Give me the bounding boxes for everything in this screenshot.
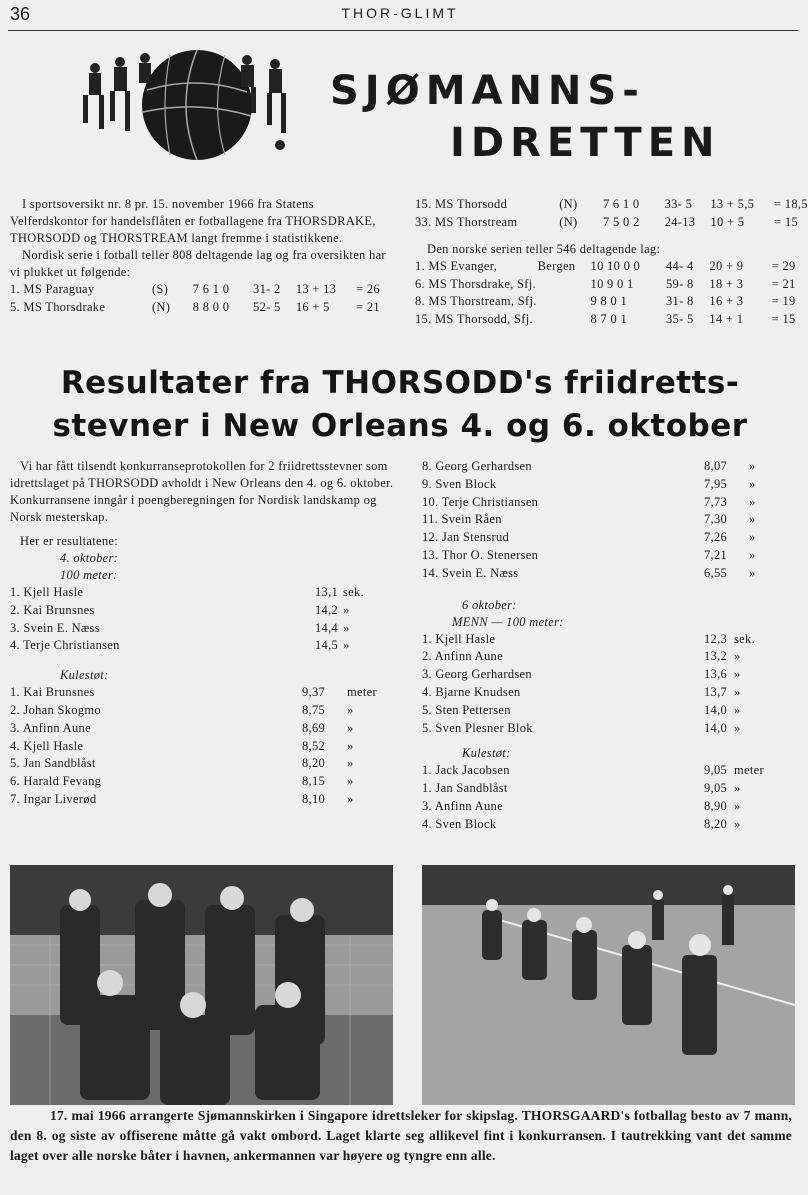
result-value: 12,3 [704,631,728,646]
goal-diff: 59- 8 [666,276,694,291]
result-value: 13,2 [704,649,728,664]
result-row [10,738,400,756]
result-unit: » [347,702,354,717]
m100-label: 100 meter: [60,568,118,582]
athlete-name: 3. Anfinn Aune [422,798,503,813]
result-row [10,602,400,620]
result-unit: meter [734,763,764,778]
shot2-label: Kulestøt: [462,746,511,761]
m100-results [10,584,400,655]
result-row [10,720,400,738]
athlete-name: 13. Thor O. Stenersen [422,547,539,562]
result-row [422,702,800,720]
running-title: THOR-GLIMT [341,5,459,21]
athlete-name: 2. Anfinn Aune [422,649,503,664]
athlete-name: 4. Kjell Hasle [10,738,84,753]
points: 16 + 3 [709,294,744,308]
results-intro: Vi har fått tilsendt konkurranseprotokollen for 2 friidrettsstevner som idrettslaget på THORSODD avholdt i New Orleans den 4. og 6. oktober. Konkurransene inngår i poengberegningen for Nordisk landskamp og Norsk mesterskap. [10,459,394,524]
result-unit: » [734,816,741,831]
athlete-name: 4. Bjarne Knudsen [422,684,521,699]
points: 18 + 3 [709,276,744,291]
total-points: = 15 [774,214,798,229]
points: 20 + 9 [709,259,744,273]
total-points: = 21 [356,299,380,314]
section-title-line1: SJØMANNS- [330,68,645,114]
league-row [10,281,395,299]
shot-results [10,684,400,809]
result-row [422,511,800,529]
result-unit: meter [347,685,377,700]
intro-column-left [10,196,395,316]
athlete-name: 1. Kai Brunsnes [10,685,95,700]
athlete-name: 3. Georg Gerhardsen [422,667,532,682]
athlete-name: 4. Sven Block [422,816,497,831]
result-unit: » [347,774,354,789]
points: 13 + 5,5 [710,197,755,211]
team-place [538,276,591,294]
result-unit: » [734,684,741,699]
result-value: 8,52 [302,738,326,753]
team-name: 6. MS Thorsdrake, Sfj. [415,276,536,291]
athlete-name: 5. Sven Plesner Blok [422,720,533,735]
total-points: = 29 [771,259,796,273]
result-value: 6,55 [704,565,728,580]
total-points: = 26 [356,282,380,296]
points: 10 + 5 [710,214,745,229]
team-name: 15. MS Thorsodd, Sfj. [415,311,533,326]
league-row [415,214,800,232]
result-row [422,494,800,512]
page-number: 36 [10,4,31,24]
team-name: 5. MS Thorsdrake [10,299,106,314]
result-row [422,565,800,583]
result-value: 7,95 [704,476,728,491]
athlete-name: 8. Georg Gerhardsen [422,459,532,473]
result-unit: » [749,512,756,527]
men100-results [422,631,800,738]
result-row [422,648,800,666]
result-unit: » [749,476,756,491]
match-stats: 8 7 0 1 [590,311,627,326]
goal-diff: 33- 5 [664,197,693,211]
athlete-name: 10. Terje Christiansen [422,494,539,509]
points: 16 + 5 [295,299,330,314]
day1-label: 4. oktober: [60,551,119,565]
result-unit: sek. [343,585,364,599]
result-unit: » [347,756,354,771]
result-row [422,780,800,798]
result-value: 7,73 [704,494,728,509]
league-row [10,299,395,317]
intro-column-right [415,196,808,328]
athlete-name: 1. Jan Sandblåst [422,781,508,796]
result-value: 7,21 [704,547,728,562]
result-value: 9,05 [704,763,728,778]
athlete-name: 11. Svein Råen [422,512,502,527]
athlete-name: 3. Anfinn Aune [10,720,91,735]
result-unit: » [347,720,354,735]
result-unit: » [749,547,756,562]
result-row [10,791,400,809]
shot-label: Kulestøt: [60,668,109,683]
result-unit: » [734,720,741,735]
header-rule [8,30,798,31]
results-column-left [10,458,400,809]
section-title [330,68,721,166]
result-unit: » [749,565,756,580]
athlete-name: 12. Jan Stensrud [422,530,510,545]
team-flag: (S) [151,282,169,296]
team-place [538,311,591,329]
league-row [415,258,800,276]
result-row [10,702,400,720]
result-row [10,773,400,791]
team-name: 8. MS Thorstream, Sfj. [415,294,537,308]
match-stats: 10 9 0 1 [590,276,634,291]
headline-line2: stevner i New Orleans 4. og 6. oktober [52,408,748,444]
result-row [422,798,800,816]
result-row [422,458,800,476]
total-points: = 21 [771,276,796,291]
result-row [422,666,800,684]
athlete-name: 1. Kjell Hasle [10,585,84,599]
result-value: 13,6 [704,667,728,682]
result-row [10,620,400,638]
match-stats: 8 8 0 0 [192,299,230,314]
result-value: 8,15 [302,774,326,789]
goal-diff: 35- 5 [666,311,694,326]
result-row [422,547,800,565]
total-points: = 18,5 [774,197,808,211]
team-flag: (N) [151,299,171,314]
result-row [422,631,800,649]
tug-of-war-photo [422,865,795,1105]
match-stats: 7 6 1 0 [602,197,640,211]
team-name: 15. MS Thorsodd [415,197,508,211]
result-unit: » [343,620,350,635]
points: 14 + 1 [709,311,744,326]
result-value: 14,5 [315,638,339,653]
shot2-results [422,762,800,833]
athlete-name: 9. Sven Block [422,476,497,491]
athlete-name: 5. Sten Pettersen [422,702,511,717]
total-points: = 15 [771,311,796,326]
result-row [10,637,400,655]
team-photo [10,865,393,1105]
total-points: = 19 [771,294,796,308]
team-name: 1. MS Paraguay [10,282,95,296]
result-row [10,684,400,702]
section-title-line2: IDRETTEN [450,120,721,166]
result-row [422,762,800,780]
result-value: 9,05 [704,781,728,796]
shot-results-cont [422,458,800,583]
result-value: 14,2 [315,602,339,617]
athlete-name: 7. Ingar Liverød [10,791,97,806]
result-value: 14,0 [704,702,728,717]
team-flag: (N) [559,214,578,229]
result-value: 7,30 [704,512,728,527]
result-unit: » [347,791,354,806]
result-value: 8,75 [302,702,326,717]
result-unit: » [734,667,741,682]
result-row [10,755,400,773]
result-row [422,816,800,834]
team-place [538,293,591,311]
goal-diff: 31- 8 [666,294,694,308]
goal-diff: 31- 2 [253,282,281,296]
league-row [415,276,800,294]
goal-diff: 44- 4 [666,259,694,273]
result-unit: » [343,638,350,653]
result-unit: sek. [734,631,755,646]
intro-paragraph-2: Nordisk serie i fotball teller 808 deltagende lag og fra oversikten har vi plukket ut følgende: [10,248,386,279]
result-unit: » [749,530,756,545]
result-unit: » [734,702,741,717]
result-value: 7,26 [704,530,728,545]
result-row [422,684,800,702]
result-value: 13,7 [704,684,728,699]
result-row [422,476,800,494]
norsk-table [415,258,800,328]
result-unit: » [734,781,741,796]
athlete-name: 1. Kjell Hasle [422,631,496,646]
team-flag: (N) [559,197,578,211]
result-row [10,584,400,602]
team-place: Bergen [537,259,576,273]
athlete-name: 2. Kai Brunsnes [10,602,95,617]
match-stats: 7 6 1 0 [192,282,230,296]
goal-diff: 24-13 [664,214,696,229]
league-row [415,311,800,329]
team-name: 33. MS Thorstream [415,214,518,229]
result-unit: » [347,738,354,753]
result-value: 8,20 [302,756,326,771]
athlete-name: 1. Jack Jacobsen [422,763,510,778]
day2-label: 6 oktober: [462,597,517,612]
league-row [415,293,800,311]
nordisk-table [10,281,395,316]
result-unit: » [734,649,741,664]
nordisk-table-cont [415,196,808,231]
results-headline [0,362,800,448]
intro-paragraph-1: I sportsoversikt nr. 8 pr. 15. november 1966 fra Statens Velferdskontor for handelsflåten er fotballagene fra THORSDRAKE, THORSODD og THORSTREAM langt fremme i statistikkene. [10,197,376,245]
result-unit: » [343,602,350,617]
match-stats: 10 10 0 0 [590,259,641,273]
result-value: 14,0 [704,720,728,735]
match-stats: 9 8 0 1 [590,294,627,308]
result-value: 8,69 [302,720,326,735]
result-value: 13,1 [315,585,339,599]
men100-label: MENN — 100 meter: [452,614,564,629]
athlete-name: 5. Jan Sandblåst [10,756,96,771]
norsk-intro: Den norske serien teller 546 deltagende lag: [427,242,661,256]
league-row [415,196,808,214]
football-illustration [75,50,295,160]
result-value: 8,20 [704,816,728,831]
athlete-name: 14. Svein E. Næss [422,565,519,580]
headline-line1: Resultater fra THORSODD's friidretts- [60,365,740,401]
result-value: 8,90 [704,798,728,813]
athlete-name: 3. Svein E. Næss [10,620,100,635]
result-value: 8,07 [704,459,728,473]
result-unit: » [749,494,756,509]
result-unit: » [734,798,741,813]
here-label: Her er resultatene: [20,534,119,548]
match-stats: 7 5 0 2 [603,214,640,229]
points: 13 + 13 [295,282,337,296]
athlete-name: 4. Terje Christiansen [10,638,120,653]
athlete-name: 6. Harald Fevang [10,774,102,789]
result-row [422,720,800,738]
team-name: 1. MS Evanger, [415,259,498,273]
result-value: 8,10 [302,791,326,806]
results-column-right [422,458,800,834]
result-unit: » [749,459,756,473]
photo-caption: 17. mai 1966 arrangerte Sjømannskirken i Singapore idrettsleker for skipslag. THORSGAARD's fotballag besto av 7 mann, den 8. og siste av offiserene måtte gå vakt ombord. Laget klarte seg allikevel fint i konkurransen. I tautrekking vant det samme laget over alle norske båter i havnen, ankermannen var høyere og tyngre enn alle. [10,1108,792,1163]
result-value: 14,4 [315,620,339,635]
athlete-name: 2. Johan Skogmo [10,702,101,717]
result-row [422,529,800,547]
result-value: 9,37 [302,685,326,700]
goal-diff: 52- 5 [253,299,281,314]
